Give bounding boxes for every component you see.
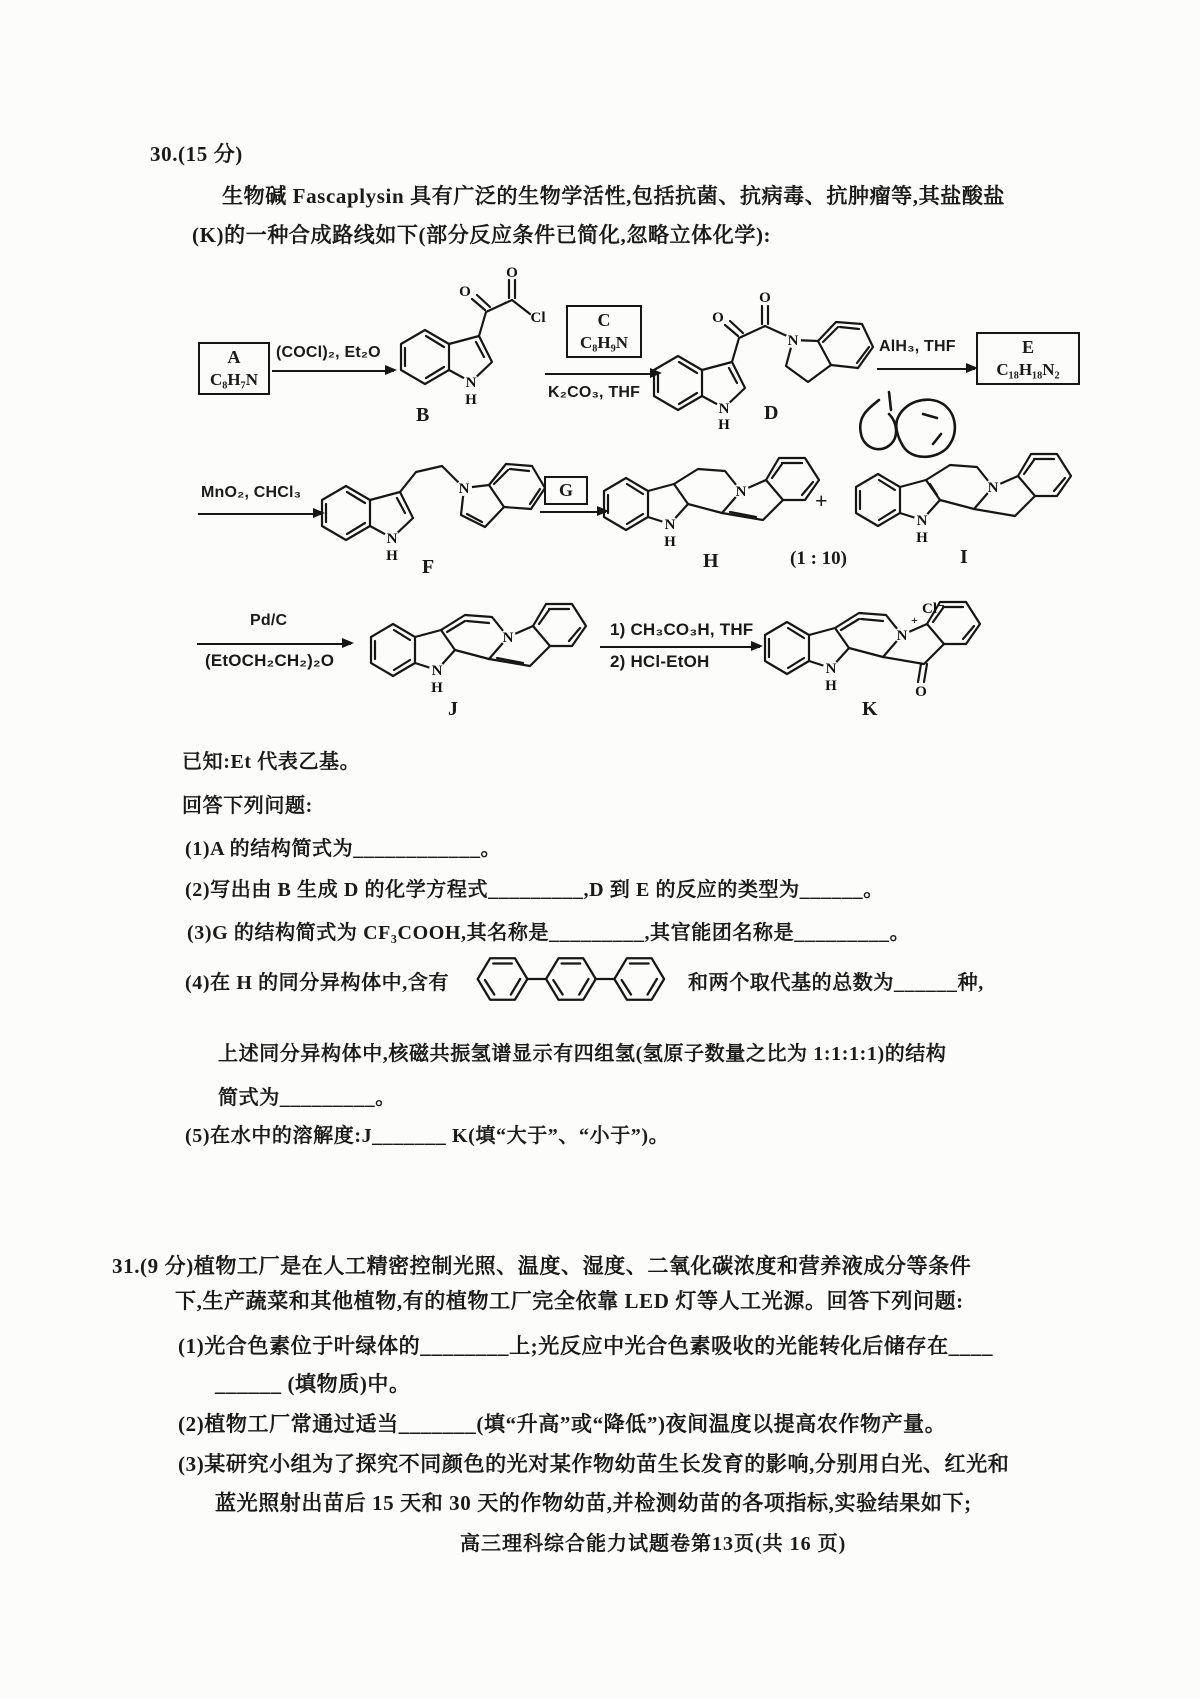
q31-line2: 下,生产蔬菜和其他植物,有的植物工厂完全依靠 LED 灯等人工光源。回答下列问题:	[175, 1289, 964, 1313]
h-nh-h: H	[664, 534, 676, 550]
d-o2-atom: O	[759, 290, 771, 306]
compound-box-e	[976, 332, 1080, 385]
h-nh-n: N	[664, 517, 676, 533]
k-bridge-n: N	[896, 628, 908, 644]
q30-item4-line3: 简式为_________。	[218, 1087, 396, 1109]
arrow-a-to-b	[272, 370, 394, 372]
ratio-label: (1 : 10)	[790, 548, 847, 569]
q31-line1: 31.(9 分)植物工厂是在人工精密控制光照、温度、湿度、二氧化碳浓度和营养液成分等条件	[112, 1254, 972, 1278]
b-o2-atom: O	[506, 265, 518, 281]
d-indoline-n: N	[787, 333, 799, 349]
k-plus-charge: +	[911, 613, 918, 627]
d-o1-atom: O	[712, 310, 724, 326]
b-cl-atom: Cl	[530, 310, 546, 326]
structure-f	[318, 446, 550, 568]
k-chloride-ion: Cl⁻	[922, 601, 945, 617]
structure-h	[598, 436, 820, 558]
box-g-letter: G	[558, 480, 573, 500]
compound-box-a	[198, 342, 270, 395]
box-a-formula: C₈H₇N	[210, 370, 258, 390]
q30-intro-line2: (K)的一种合成路线如下(部分反应条件已简化,忽略立体化学):	[192, 223, 772, 247]
box-c-letter: C	[597, 310, 611, 330]
label-j: J	[448, 698, 458, 720]
reagent-k2co3-thf: K₂CO₃, THF	[548, 384, 641, 401]
q31-item3-line1: (3)某研究小组为了探究不同颜色的光对某作物幼苗生长发育的影响,分别用白光、红光和	[178, 1452, 1010, 1476]
reagent-pdc: Pd/C	[250, 612, 288, 629]
j-bridge-n: N	[502, 630, 514, 646]
label-k: K	[862, 698, 878, 720]
reagent-diethyleneglycol: (EtOCH₂CH₂)₂O	[205, 651, 335, 670]
structure-i	[850, 432, 1072, 554]
j-nh-n: N	[431, 663, 443, 679]
structure-k	[756, 580, 984, 706]
i-nh-n: N	[916, 513, 928, 529]
page-footer: 高三理科综合能力试题卷第13页(共 16 页)	[460, 1533, 847, 1555]
f-n1-atom: N	[458, 481, 470, 497]
reagent-ch3co3h-thf: 1) CH₃CO₃H, THF	[610, 620, 754, 639]
q30-intro-line1: 生物碱 Fascaplysin 具有广泛的生物学活性,包括抗菌、抗病毒、抗肿瘤等,其盐酸盐	[222, 184, 1006, 208]
b-h-atom: H	[465, 392, 477, 408]
box-e-formula: C₁₈H₁₈N₂	[996, 360, 1060, 380]
box-c-formula: C₈H₉N	[580, 333, 628, 353]
q30-item4-line2: 上述同分异构体中,核磁共振氢谱显示有四组氢(氢原子数量之比为 1:1:1:1)的结构	[218, 1043, 947, 1065]
box-e-letter: E	[1021, 337, 1034, 357]
k-o-atom: O	[915, 684, 927, 700]
h-bridge-n: N	[735, 484, 747, 500]
arrow-to-f	[198, 513, 322, 515]
q30-item4-pre: (4)在 H 的同分异构体中,含有	[185, 972, 450, 994]
f-nh-n: N	[386, 531, 398, 547]
compound-box-g	[544, 476, 588, 505]
plus-sign: +	[815, 488, 828, 513]
q30-item3: (3)G 的结构简式为 CF₃COOH,其名称是_________,其官能团名称是_________。	[187, 922, 911, 944]
structure-terphenyl	[474, 950, 674, 1008]
arrow-g	[540, 511, 606, 513]
q31-item2: (2)植物工厂常通过适当_______(填“升高”或“降低”)夜间温度以提高农作物产量。	[178, 1412, 947, 1436]
arrow-b-to-d	[545, 373, 659, 375]
d-nh-n: N	[718, 401, 730, 417]
j-nh-h: H	[431, 680, 443, 696]
arrow-to-j	[197, 643, 351, 645]
q30-item5: (5)在水中的溶解度:J_______ K(填“大于”、“小于”)。	[185, 1125, 670, 1147]
reagent-cocl2-et2o: (COCl)₂, Et₂O	[276, 344, 381, 361]
k-nh-n: N	[825, 661, 837, 677]
q31-item1-line1: (1)光合色素位于叶绿体的________上;光反应中光合色素吸收的光能转化后储存在____	[178, 1334, 994, 1358]
q31-item3-line2: 蓝光照射出苗后 15 天和 30 天的作物幼苗,并检测幼苗的各项指标,实验结果如下;	[215, 1491, 972, 1515]
q30-item1: (1)A 的结构简式为____________。	[185, 838, 502, 860]
k-nh-h: H	[825, 678, 837, 694]
structure-b	[395, 265, 546, 408]
arrow-j-to-k	[600, 646, 760, 648]
reagent-hcl-etoh: 2) HCl-EtOH	[610, 652, 710, 671]
label-d: D	[764, 402, 779, 424]
q31-item1-line2: ______ (填物质)中。	[215, 1372, 411, 1396]
label-h: H	[703, 550, 719, 572]
arrow-d-to-e	[877, 368, 975, 370]
label-i: I	[960, 546, 968, 568]
reagent-mno2-chcl3: MnO₂, CHCl₃	[201, 484, 302, 501]
reagent-alh3-thf: AlH₃, THF	[879, 338, 956, 355]
structure-j	[362, 582, 590, 704]
b-n-atom: N	[465, 375, 477, 391]
compound-box-c	[566, 305, 642, 358]
q30-known: 已知:Et 代表乙基。	[182, 751, 361, 773]
label-f: F	[422, 556, 435, 578]
b-o1-atom: O	[459, 284, 471, 300]
q30-prompt: 回答下列问题:	[182, 795, 313, 817]
q30-item2: (2)写出由 B 生成 D 的化学方程式_________,D 到 E 的反应的类型为______。	[185, 879, 884, 901]
label-b: B	[416, 404, 430, 426]
i-bridge-n: N	[987, 480, 999, 496]
f-nh-h: H	[386, 548, 398, 564]
q30-number: 30.(15 分)	[150, 142, 243, 166]
q30-item4-post: 和两个取代基的总数为______种,	[688, 972, 984, 994]
box-a-letter: A	[227, 347, 241, 367]
d-nh-h: H	[718, 417, 730, 433]
i-nh-h: H	[916, 530, 928, 546]
